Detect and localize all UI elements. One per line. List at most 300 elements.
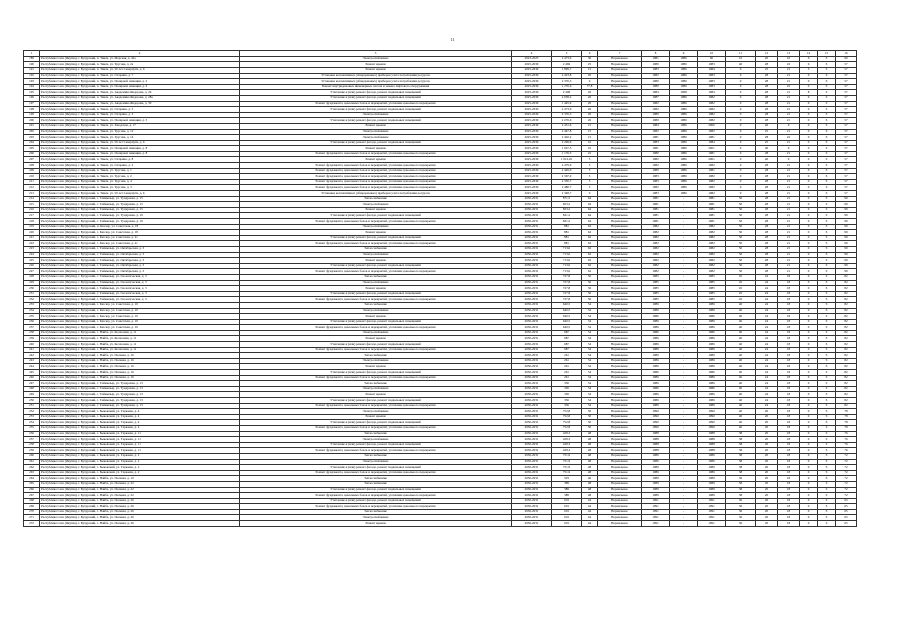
table-cell: 99 (836, 263, 857, 269)
table-cell: 2025-2030 (512, 185, 552, 191)
table-cell: 1986 (670, 163, 698, 169)
table-cell: Нормальное (598, 56, 642, 62)
table-cell: - (670, 235, 698, 241)
table-cell: 263 (24, 470, 40, 476)
table-cell: 2025-2030 (512, 107, 552, 113)
table-cell: 243 (24, 358, 40, 364)
table-cell: 0 (800, 437, 818, 443)
table-cell: 21 (778, 246, 800, 252)
table-cell: Нормальное (598, 342, 642, 348)
table-cell: 2025-2030 (512, 101, 552, 107)
table-cell: 1982 (698, 174, 726, 180)
table-cell: 220 (24, 230, 40, 236)
table-cell: 2030-2031 (512, 398, 552, 404)
table-cell: Нормальное (598, 252, 642, 258)
table-cell: 1 445,9 (552, 101, 582, 107)
table-cell: 38 (726, 493, 756, 499)
table-cell: 20 (756, 515, 778, 521)
table-cell: 258 (24, 442, 40, 448)
table-cell: 2025-2030 (512, 191, 552, 197)
table-cell: 1986 (642, 336, 670, 342)
table-cell: 1990 (698, 414, 726, 420)
table-cell: 36 (726, 504, 756, 510)
table-cell: 1982 (698, 163, 726, 169)
table-cell: 262 (24, 465, 40, 471)
table-cell: - (670, 347, 698, 353)
table-cell: 65 (836, 498, 857, 504)
table-cell: 18 (778, 403, 800, 409)
table-cell: Утепление и (или) ремонт фасада, ремонт подвальных помещений (240, 465, 512, 471)
table-cell: Нормальное (598, 470, 642, 476)
table-cell: Нормальное (598, 459, 642, 465)
table-cell: 54 (582, 403, 598, 409)
table-cell: 1981 (642, 146, 670, 152)
table-cell: - (670, 425, 698, 431)
table-cell: Ремонт крыши (240, 62, 512, 68)
table-cell: Республика Саха (Якутия), г. Бухурский, с. Таймылыр, ул. Тундровая, д. 19 (40, 213, 240, 219)
table-cell: 21 (778, 151, 800, 157)
table-cell: Республика Саха (Якутия), г. Бухурский, с. Найба, ул. Полевая, д. 26 (40, 509, 240, 515)
table-cell: 2030-2031 (512, 314, 552, 320)
table-cell: 198 (24, 107, 40, 113)
table-cell: S (818, 325, 836, 331)
table-cell: 1986 (670, 129, 698, 135)
table-cell: 266 (24, 487, 40, 493)
table-cell: S (818, 414, 836, 420)
table-cell: 1986 (698, 465, 726, 471)
table-cell: 0 (800, 504, 818, 510)
table-cell: Электроснабжение (240, 202, 512, 208)
table-cell: 0 (800, 347, 818, 353)
table-cell: 21 (778, 224, 800, 230)
table-cell: 1986 (698, 386, 726, 392)
table-cell: Нормальное (598, 196, 642, 202)
table-cell: 1986 (642, 403, 670, 409)
table-cell: 72 (836, 481, 857, 487)
table-cell: Республика Саха (Якутия), г. Бухурский, п. Тикси, ул. Гагарина, д. 7 (40, 73, 240, 79)
table-cell: Нормальное (598, 230, 642, 236)
table-cell: 1982 (698, 230, 726, 236)
table-cell: - (670, 241, 698, 247)
header-cell: 15 (818, 51, 836, 57)
table-cell: 1986 (642, 398, 670, 404)
table-cell: 2 473,9 (552, 56, 582, 62)
table-cell: Республика Саха (Якутия), г. Бухурский, с. Быковский, ул. Таркаева, д. 11 (40, 431, 240, 437)
table-cell: 28 (756, 151, 778, 157)
table-cell: 64 (582, 207, 598, 213)
table-cell: 2025-2030 (512, 146, 552, 152)
table-cell: Республика Саха (Якутия), г. Бухурский, с. Найба, ул. Полевая, д. 16 (40, 364, 240, 370)
table-cell: 2030-2031 (512, 498, 552, 504)
table-cell: 2 350,7 (552, 179, 582, 185)
table-cell: - (670, 224, 698, 230)
table-cell: 2030-2031 (512, 392, 552, 398)
table-cell: 22 (778, 62, 800, 68)
table-cell: S (818, 442, 836, 448)
table-cell: Республика Саха (Якутия), г. Бухурский, с. Таймылыр, ул. Тундровая, д. 13 (40, 381, 240, 387)
table-cell: S (818, 179, 836, 185)
table-cell: 64 (582, 213, 598, 219)
table-cell: S (818, 241, 836, 247)
table-cell: 40 (726, 392, 756, 398)
table-cell: 1982 (698, 235, 726, 241)
table-cell: 15 (582, 67, 598, 73)
table-cell: Нормальное (598, 224, 642, 230)
table-cell: 1982 (698, 258, 726, 264)
table-cell: 1986 (698, 403, 726, 409)
table-cell: Нормальное (598, 314, 642, 320)
table-cell: 36 (726, 515, 756, 521)
table-cell: 57 (836, 67, 857, 73)
table-cell: 0 (800, 107, 818, 113)
table-cell: 2001 (698, 157, 726, 163)
table-cell: 1990 (642, 420, 670, 426)
table-cell: 0 (800, 207, 818, 213)
table-cell: 40 (756, 157, 778, 163)
table-cell: 2006 (698, 123, 726, 129)
table-cell: 2030-2031 (512, 370, 552, 376)
table-cell: - (670, 330, 698, 336)
table-cell: Нормальное (598, 504, 642, 510)
table-cell: Ремонт фундамента, цокольных балок и перекрытий, утепление цокольного перекрытия (240, 425, 512, 431)
table-cell: 1982 (642, 224, 670, 230)
table-cell: 0 (726, 112, 756, 118)
table-cell: 28 (756, 235, 778, 241)
table-cell: 28 (756, 224, 778, 230)
table-cell: 214 (24, 196, 40, 202)
table-cell: 1984 (642, 123, 670, 129)
table-cell: Нормальное (598, 487, 642, 493)
table-cell: Утепление и (или) ремонт фасада, ремонт подвальных помещений (240, 319, 512, 325)
table-cell: S (818, 342, 836, 348)
table-cell: 82 (836, 319, 857, 325)
table-cell: 713,6 (552, 258, 582, 264)
table-cell: 2030-2031 (512, 459, 552, 465)
table-cell: 0 (800, 330, 818, 336)
table-cell: 0 (726, 95, 756, 101)
table-cell: 20 (756, 448, 778, 454)
table-cell: 239 (24, 336, 40, 342)
table-cell: 0 (800, 235, 818, 241)
table-cell: Нормальное (598, 95, 642, 101)
table-cell: Республика Саха (Якутия), г. Бухурский, с. Быковский, ул. Таркаева, д. 11 (40, 437, 240, 443)
table-cell: 272 (24, 521, 40, 527)
table-cell: 1988 (698, 442, 726, 448)
table-cell: Нормальное (598, 297, 642, 303)
table-cell: 20 (756, 470, 778, 476)
table-cell: 1991 (642, 504, 670, 510)
table-cell: 24 (756, 286, 778, 292)
table-cell: 48 (582, 431, 598, 437)
table-cell: Электроснабжение (240, 308, 512, 314)
table-cell: 57 (836, 140, 857, 146)
table-cell: S (818, 146, 836, 152)
table-cell: S (818, 263, 836, 269)
header-cell: 9 (670, 51, 698, 57)
table-cell: 1981 (642, 213, 670, 219)
table-cell: 40 (726, 403, 756, 409)
table-cell: Утепление и (или) ремонт фасада, ремонт подвальных помещений (240, 235, 512, 241)
table-cell: 44 (582, 504, 598, 510)
table-cell: S (818, 157, 836, 163)
table-cell: 1985 (642, 274, 670, 280)
table-cell: 24 (756, 308, 778, 314)
table-cell: 1 276,6 (552, 84, 582, 90)
table-cell: 881 (552, 241, 582, 247)
table-cell: Нормальное (598, 476, 642, 482)
table-cell: 2030-2031 (512, 420, 552, 426)
table-cell: 78 (836, 425, 857, 431)
table-cell: 18 (778, 420, 800, 426)
table-cell: 82 (836, 398, 857, 404)
table-cell: 21 (778, 174, 800, 180)
table-cell: 2 451,6 (552, 123, 582, 129)
table-cell: Ремонт крыши (240, 414, 512, 420)
table-cell: 46 (582, 476, 598, 482)
table-cell: 1986 (642, 465, 670, 471)
table-cell: Нормальное (598, 168, 642, 174)
table-cell: 2030-2031 (512, 470, 552, 476)
table-cell: 28 (756, 79, 778, 85)
table-cell: 28 (756, 185, 778, 191)
table-cell: 250 (24, 398, 40, 404)
table-cell: 0 (800, 135, 818, 141)
table-cell: Республика Саха (Якутия), г. Бухурский, с. Таймылыр, ул. Тундровая, д. 15 (40, 196, 240, 202)
table-cell: 1986 (670, 101, 698, 107)
table-cell: 1986 (642, 330, 670, 336)
table-cell: S (818, 403, 836, 409)
table-cell: 0 (800, 386, 818, 392)
table-cell: 229 (24, 280, 40, 286)
table-cell: 0 (726, 140, 756, 146)
table-cell: S (818, 235, 836, 241)
table-cell: 1986 (642, 392, 670, 398)
table-cell: 2001 (698, 146, 726, 152)
table-cell: 203 (24, 135, 40, 141)
table-cell: 1985 (642, 280, 670, 286)
table-cell: S (818, 168, 836, 174)
table-cell: Республика Саха (Якутия), г. Бухурский, с. Быковский, ул. Таркаева, д. 4 (40, 414, 240, 420)
table-cell: Республика Саха (Якутия), г. Бухурский, с. Быковский, ул. Таркаева, д. 11 (40, 448, 240, 454)
table-cell: 28 (756, 62, 778, 68)
table-cell: 223 (24, 246, 40, 252)
table-cell: 1982 (642, 235, 670, 241)
table-cell: Республика Саха (Якутия), г. Бухурский, с. Найба, ул. Полевая, д. 26 (40, 521, 240, 527)
header-cell: 11 (726, 51, 756, 57)
table-cell: 62 (582, 241, 598, 247)
table-cell: S (818, 163, 836, 169)
table-cell: 1 027,3 (552, 146, 582, 152)
table-cell: 18 (778, 347, 800, 353)
table-cell: 24 (756, 314, 778, 320)
table-cell: 57 (836, 95, 857, 101)
header-cell: 5 (552, 51, 582, 57)
table-cell: Республика Саха (Якутия), г. Бухурский, с. Таймылыр, ул. Октябрьская, д. 3 (40, 252, 240, 258)
table-cell: - (670, 325, 698, 331)
table-cell: 24 (756, 274, 778, 280)
table-cell: 256 (24, 431, 40, 437)
table-cell: 21 (778, 252, 800, 258)
table-cell: 0 (800, 185, 818, 191)
table-cell: 0 (800, 179, 818, 185)
table-cell: 2030-2031 (512, 224, 552, 230)
table-cell: Республика Саха (Якутия), г. Бухурский, с. Найба, ул. Полевая, д. 10 (40, 476, 240, 482)
table-cell: Теплоснабжение (240, 196, 512, 202)
table-cell: 212 (24, 185, 40, 191)
table-cell: 0 (800, 375, 818, 381)
table-cell: Нормальное (598, 274, 642, 280)
table-cell: 2030-2031 (512, 409, 552, 415)
table-cell: 751,9 (552, 465, 582, 471)
table-cell: 1986 (642, 314, 670, 320)
table-cell: 1984 (698, 67, 726, 73)
table-cell: 2030-2031 (512, 286, 552, 292)
table-cell: Утепление и (или) ремонт фасада, ремонт подвальных помещений (240, 107, 512, 113)
table-cell: Утепление и (или) ремонт фасада, ремонт подвальных помещений (240, 498, 512, 504)
table-cell: 2 367,9 (552, 174, 582, 180)
table-cell: 249 (24, 392, 40, 398)
table-cell: Республика Саха (Якутия), г. Бухурский, п. Тикси, ул. Трусова, д. 12 (40, 129, 240, 135)
table-cell: 50 (726, 213, 756, 219)
table-cell: 50 (726, 258, 756, 264)
table-cell: 2030-2031 (512, 269, 552, 275)
table-cell: 0 (800, 118, 818, 124)
table-cell: 0 (800, 453, 818, 459)
table-cell: 1986 (642, 325, 670, 331)
table-cell: 197 (24, 101, 40, 107)
table-cell: 20 (756, 476, 778, 482)
table-cell: 253 (24, 414, 40, 420)
table-cell: 687 (552, 347, 582, 353)
table-cell: 2 658,2 (552, 95, 582, 101)
table-cell: 72 (836, 453, 857, 459)
table-cell: - (670, 476, 698, 482)
table-cell: 727,8 (552, 297, 582, 303)
table-cell: 2 408 (552, 90, 582, 96)
table-cell: S (818, 185, 836, 191)
table-cell: 20 (756, 56, 778, 62)
table-cell: 1983 (698, 84, 726, 90)
table-cell: 1981 (698, 168, 726, 174)
table-cell: 57 (836, 163, 857, 169)
table-cell: Нормальное (598, 392, 642, 398)
table-cell: Нормальное (598, 437, 642, 443)
table-cell: - (670, 414, 698, 420)
table-cell: 1982 (642, 129, 670, 135)
table-cell: 1988 (642, 448, 670, 454)
table-cell: 0 (800, 274, 818, 280)
table-cell: 261 (552, 358, 582, 364)
table-cell: 1989 (698, 481, 726, 487)
table-cell: 76 (836, 437, 857, 443)
table-cell: 18 (778, 414, 800, 420)
table-cell: 82 (836, 403, 857, 409)
table-cell: Республика Саха (Якутия), г. Бухурский, с. Кюсюр, ул. Советская, д. 10 (40, 302, 240, 308)
table-cell: - (670, 213, 698, 219)
table-cell: 2030-2031 (512, 481, 552, 487)
table-cell: Нормальное (598, 375, 642, 381)
table-cell: 2030-2031 (512, 235, 552, 241)
table-cell: 211 (24, 179, 40, 185)
table-cell: 48 (582, 437, 598, 443)
table-cell: 2025-2030 (512, 118, 552, 124)
table-cell: 50 (582, 414, 598, 420)
table-cell: 24 (756, 381, 778, 387)
table-cell: 50 (582, 409, 598, 415)
table-cell: 1988 (642, 431, 670, 437)
table-cell: 10 (582, 140, 598, 146)
table-cell: 54 (582, 375, 598, 381)
table-cell: Нормальное (598, 442, 642, 448)
table-cell: 18 (778, 498, 800, 504)
table-cell: S (818, 431, 836, 437)
table-cell: 1986 (642, 353, 670, 359)
table-cell: 1981 (642, 56, 670, 62)
table-cell: 38 (726, 487, 756, 493)
table-cell: 1991 (642, 515, 670, 521)
table-cell: 2025-2030 (512, 129, 552, 135)
table-cell: 251 (24, 403, 40, 409)
table-cell: 40 (726, 398, 756, 404)
table-cell: Теплоснабжение (240, 476, 512, 482)
table-cell: 60 (698, 56, 726, 62)
table-cell: 195 (24, 90, 40, 96)
table-cell: Республика Саха (Якутия), г. Бухурский, с. Найба, ул. Полевая, д. 16 (40, 375, 240, 381)
table-cell: Электроснабжение (240, 515, 512, 521)
table-cell: Нормальное (598, 67, 642, 73)
table-cell: 1991 (698, 521, 726, 527)
table-cell: 21 (778, 191, 800, 197)
table-cell: Нормальное (598, 481, 642, 487)
table-cell: - (670, 465, 698, 471)
table-cell: 1986 (698, 308, 726, 314)
table-cell: Нормальное (598, 521, 642, 527)
table-cell: 1982 (698, 129, 726, 135)
table-cell: 0 (726, 157, 756, 163)
table-cell: 99 (836, 207, 857, 213)
table-cell: 1988 (642, 442, 670, 448)
table-cell: 2 447,8 (552, 129, 582, 135)
table-cell: 1986 (698, 319, 726, 325)
table-cell: 40 (726, 314, 756, 320)
table-cell: Ремонт крыши (240, 364, 512, 370)
table-cell: - (670, 375, 698, 381)
table-cell: 260 (24, 453, 40, 459)
table-cell: Электроснабжение (240, 386, 512, 392)
table-cell: 213 (24, 191, 40, 197)
table-cell: - (670, 286, 698, 292)
table-cell: 1982 (642, 258, 670, 264)
table-cell: 1982 (698, 263, 726, 269)
table-cell: 199 (24, 112, 40, 118)
table-cell: 1981 (642, 202, 670, 208)
table-cell: 0 (800, 241, 818, 247)
table-cell: Республика Саха (Якутия), г. Бухурский, п. Тикси, ул. Гагарина, д. 3 (40, 112, 240, 118)
table-cell: 44 (582, 515, 598, 521)
table-cell: 0 (800, 101, 818, 107)
table-cell: 226 (24, 263, 40, 269)
table-cell: 82 (836, 308, 857, 314)
table-cell: 54 (582, 314, 598, 320)
table-cell: 21 (778, 196, 800, 202)
table-cell: - (670, 370, 698, 376)
table-cell: 219 (24, 224, 40, 230)
table-cell: 2025-2030 (512, 163, 552, 169)
table-cell: 1986 (670, 151, 698, 157)
table-cell: 24 (756, 403, 778, 409)
table-cell: - (670, 420, 698, 426)
table-cell: 2030-2031 (512, 353, 552, 359)
